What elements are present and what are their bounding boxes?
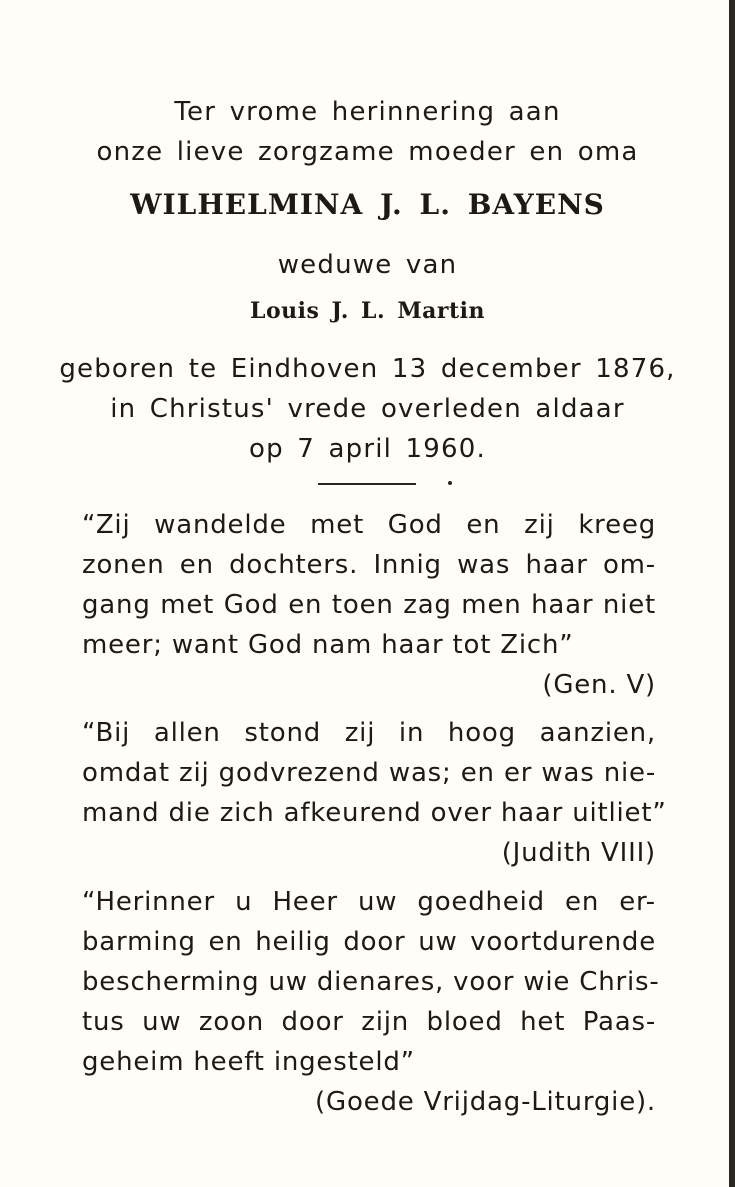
quote-reference: (Judith VIII) xyxy=(501,838,656,868)
quote-line: “Bij allen stond zij in hoog aanzien, xyxy=(82,718,656,748)
quote-line: omdat zij godvrezend was; en er was nie- xyxy=(82,758,656,788)
quote-block-3 xyxy=(82,882,660,1122)
spouse-name: Louis J. L. Martin xyxy=(249,298,486,324)
quote-line: meer; want God nam haar tot Zich” xyxy=(82,630,574,660)
intro-text xyxy=(0,92,735,172)
life-line-1: geboren te Eindhoven 13 december 1876, xyxy=(59,354,676,384)
quote-line: bescherming uw dienares, voor wie Chris- xyxy=(82,967,660,997)
deceased-name: WILHELMINA J. L. BAYENS xyxy=(130,188,605,221)
divider-dot xyxy=(448,481,452,485)
quote-line: geheim heeft ingesteld” xyxy=(82,1047,415,1077)
divider-line xyxy=(318,483,416,485)
intro-line-2: onze lieve zorgzame moeder en oma xyxy=(96,137,639,167)
intro-line-1: Ter vrome herinnering aan xyxy=(174,97,561,127)
quote-reference: (Goede Vrijdag-Liturgie). xyxy=(315,1087,656,1117)
life-dates xyxy=(0,349,735,469)
quote-line: “Zij wandelde met God en zij kreeg xyxy=(82,510,656,540)
quote-block-1 xyxy=(82,505,656,705)
quote-line: tus uw zoon door zijn bloed het Paas- xyxy=(82,1007,656,1037)
card-edge xyxy=(729,0,735,1187)
quote-line: gang met God en toen zag men haar niet xyxy=(82,590,656,620)
life-line-2: in Christus' vrede overleden aldaar xyxy=(110,394,625,424)
quote-line: barming en heilig door uw voortdurende xyxy=(82,927,656,957)
quote-line: mand die zich afkeurend over haar uitliet” xyxy=(82,798,667,828)
life-line-3: op 7 april 1960. xyxy=(249,434,486,464)
quote-reference: (Gen. V) xyxy=(542,670,656,700)
widow-of-text: weduwe van xyxy=(277,250,458,280)
quote-line: “Herinner u Heer uw goedheid en er- xyxy=(82,887,656,917)
quote-block-2 xyxy=(82,713,667,873)
quote-line: zonen en dochters. Innig was haar om- xyxy=(82,550,656,580)
